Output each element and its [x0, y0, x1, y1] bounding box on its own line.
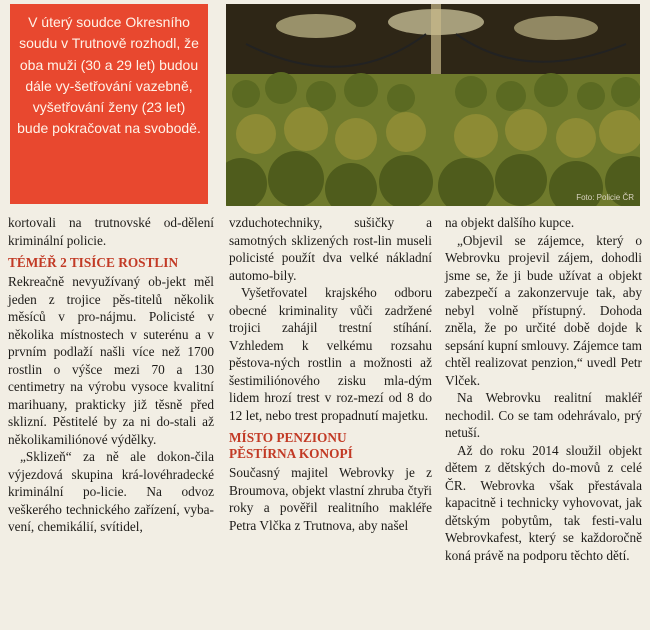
- col2-paragraph-2: Vyšetřovatel krajského odboru obecné kriminality vůči zadržené trojici zahájil trestní stíhání. Vzhledem k velkému rozsahu pěstova-ných rostlin a možnosti až šestimiliónového zisku mla-dým lidem hrozí trest v roz-mezí od 8 do 12 let, nebo trest propadnutí majetku.: [229, 285, 432, 423]
- photo-credit: Foto: Policie ČR: [576, 193, 634, 202]
- col3-paragraph-2: „Objevil se zájemce, který o Webrovku projevil zájem, dohodli jsme se, že ji bude užívat a objekt zabezpečí a zakonzervuje tak, aby nebyl volně přístupný. Dohoda zněla, že po určité době dojde k sepsání kupní smlouvy. Zájemce tam chtěl realizovat penzion,“ uvedl Petr Vlček.: [445, 232, 642, 388]
- callout-box: [10, 4, 208, 204]
- grow-room-illustration: [226, 4, 640, 206]
- article-column-1: [8, 214, 214, 536]
- article-column-3: [445, 214, 642, 564]
- col3-paragraph-3: Na Webrovku realitní makléř nechodil. Co se tam odehrávalo, prý netuší.: [445, 390, 642, 440]
- col2-paragraph-1: vzduchotechniky, sušičky a samotných sklizených rost-lin museli policisté použít dva velké nákladní automo-bily.: [229, 215, 432, 283]
- subheading-penzion-line-2: PĚSTÍRNA KONOPÍ: [229, 446, 353, 461]
- col1-paragraph-3: „Sklizeň“ za ně ale dokon-čila výjezdová skupina krá-lovéhradecké kriminální po-licie. Na odvoz veškerého technického zařízení, vyba-vení, chemikálií, svítidel,: [8, 449, 214, 534]
- subheading-penzion-line-1: MÍSTO PENZIONU: [229, 430, 347, 445]
- article-column-2: [229, 214, 432, 534]
- col1-paragraph-2: Rekreačně nevyužívaný ob-jekt měl jeden z trojice pěs-titelů několik měsíců v pro-nájmu. Policisté v několika místnostech v suterénu a v prvním podlaží našli více než 1700 rostlin o výšce mezi 70 a 130 centimetry na výrobu vysoce kvalitní marihuany, prakticky již těsně před sklizní. Pěstitelé by za ni do-stali až několikamiliónové výdělky.: [8, 274, 214, 447]
- subheading-penzion: [229, 430, 432, 462]
- col3-paragraph-1: na objekt dalšího kupce.: [445, 215, 575, 230]
- col1-paragraph-1: kortovali na trutnovské od-dělení kriminální policie.: [8, 215, 214, 248]
- col3-paragraph-4: Až do roku 2014 sloužil objekt dětem z dětských do-movů z celé ČR. Webrovka však přestávala kapacitně i technicky vyhovovat, jak dětským pobytům, tak festi-valu Webrovkafest, který se každoročně koná právě na podporu těchto dětí.: [445, 442, 642, 563]
- cannabis-grow-photo: [226, 4, 640, 206]
- subheading-rostliny: TÉMĚŘ 2 TISÍCE ROSTLIN: [8, 255, 179, 270]
- col2-paragraph-3: Současný majitel Webrovky je z Broumova, objekt vlastní zhruba čtyři roky a pověřil realitního makléře Petra Vlčka z Trutnova, aby našel: [229, 465, 432, 533]
- callout-text: V úterý soudce Okresního soudu v Trutnově rozhodl, že oba muži (30 a 29 let) budou dále vy-šetřování vazebně, vyšetřování ženy (23 let) bude pokračovat na svobodě.: [17, 14, 201, 137]
